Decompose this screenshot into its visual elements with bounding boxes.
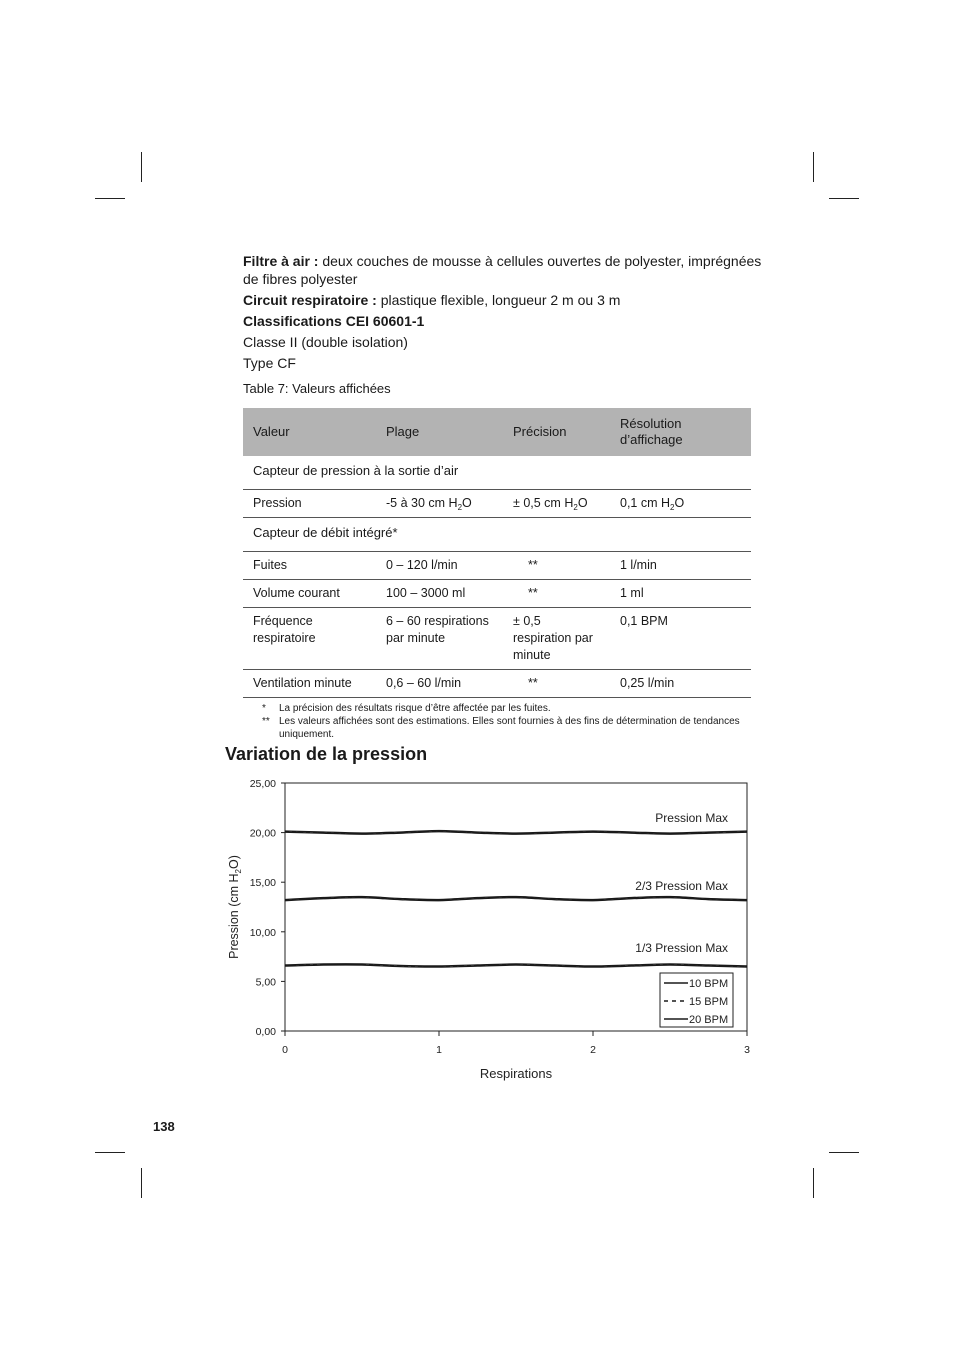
air-filter-label: Filtre à air : [243,253,319,269]
header-precision: Précision [503,408,610,456]
y-tick-label: 20,00 [249,827,276,840]
series-line-3-level-3 [285,965,747,967]
cell-precision: ± 0,5 respiration par minute [503,608,610,670]
cell-valeur: Volume courant [243,580,376,608]
legend-label: 20 BPM [689,1014,729,1026]
header-plage: Plage [376,408,503,456]
cell-valeur: Fuites [243,552,376,580]
y-tick-label: 0,00 [255,1026,276,1038]
cell-precision: ** [503,552,610,580]
cell-valeur: Fréquence respiratoire [243,608,376,670]
section-label: Capteur de pression à la sortie d’air [243,456,751,490]
x-axis-label: Respirations [479,1066,553,1081]
series-line-3-level-2 [285,898,747,901]
y-tick-label: 5,00 [255,976,276,989]
y-tick-label: 15,00 [249,877,276,890]
circuit-label: Circuit respiratoire : [243,292,377,308]
cell-precision: ± 0,5 cm $H_2O$ [503,490,610,518]
legend-label: 10 BPM [689,978,729,990]
x-tick-label: 0 [282,1044,288,1056]
cell-resolution: 0,1 cm $H_2O$ [610,490,751,518]
chart-legend [660,973,733,1027]
x-tick-label: 3 [744,1044,750,1056]
table-caption: Table 7: Valeurs affichées [243,381,391,396]
x-tick-label: 1 [436,1044,442,1056]
header-resolution: Résolution d’affichage [610,408,751,456]
cell-valeur: Pression [243,490,376,518]
section-label: Capteur de débit intégré* [243,518,751,552]
cell-plage: 6 – 60 respirations par minute [376,608,503,670]
header-valeur: Valeur [243,408,376,456]
page-number: 138 [153,1119,175,1134]
cell-precision: ** [503,580,610,608]
cell-plage: 0 – 120 l/min [376,552,503,580]
section-heading: Variation de la pression [225,744,428,764]
y-tick-label: 10,00 [249,926,276,939]
circuit-text: plastique flexible, longueur 2 m ou 3 m [376,292,621,308]
level-label: 1/3 Pression Max [635,941,728,955]
class-line: Classe II (double isolation) [243,334,408,350]
classifications-title: Classifications CEI 60601-1 [243,313,425,329]
cell-plage: 0,6 – 60 l/min [376,670,503,698]
cell-resolution: 0,25 l/min [610,670,751,698]
legend-label: 15 BPM [689,996,729,1008]
y-tick-label: 25,00 [249,778,276,790]
series-line-1-level-1 [285,831,747,834]
air-filter-text: deux couches de mousse à cellules ouvertes de polyester, imprégnées de fibres polyester [243,253,762,287]
level-label: 2/3 Pression Max [635,879,728,893]
cell-resolution: 1 l/min [610,552,751,580]
type-line: Type CF [243,355,296,371]
cell-plage: 100 – 3000 ml [376,580,503,608]
cell-valeur: Ventilation minute [243,670,376,698]
cell-plage: -5 à 30 cm $H_2O$ [376,490,503,518]
level-label: Pression Max [655,811,728,825]
cell-precision: ** [503,670,610,698]
cell-resolution: 1 ml [610,580,751,608]
x-tick-label: 2 [590,1044,596,1056]
y-axis-label: Pression (cm $H_2O$) [227,855,243,959]
footnote: * La précision des résultats risque d’être affectée par les fuites. [262,703,551,714]
footnote: ** Les valeurs affichées sont des estimations. Elles sont fournies à des fins de détermination de tendances uniquement. [262,716,740,740]
cell-resolution: 0,1 BPM [610,608,751,670]
